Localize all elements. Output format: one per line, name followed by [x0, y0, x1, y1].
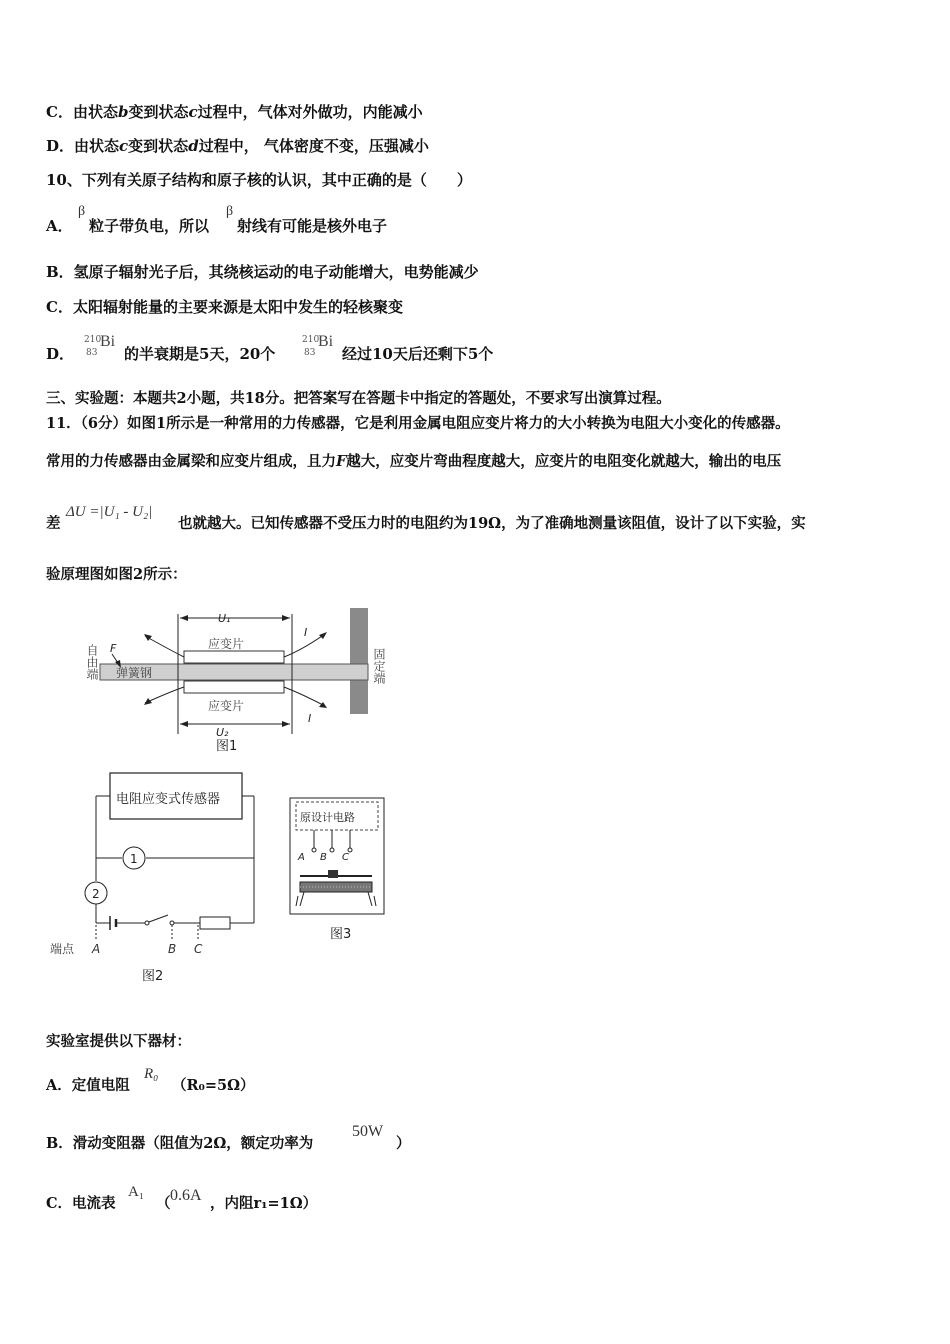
- ammeter-range: 0.6A: [170, 1187, 202, 1204]
- u2-label: U₂: [216, 726, 229, 739]
- power-rating: 50W: [352, 1123, 384, 1140]
- force-label: F: [110, 642, 117, 655]
- q9-option-c: C．由状态b变到状态c过程中，气体对外做功，内能减小: [46, 103, 423, 121]
- q9-option-d: D．由状态c变到状态d过程中， 气体密度不变，压强减小: [46, 137, 429, 155]
- sensor-label: 电阻应变式传感器: [116, 792, 221, 807]
- meter-2-label: 2: [92, 887, 100, 901]
- q11-line-1: 11．（6分）如图1所示是一种常用的力传感器，它是利用金属电阻应变片将力的大小转换为电阻大小变化的传感器。: [46, 415, 790, 432]
- strain-gauge-label-bottom: 应变片: [208, 699, 245, 713]
- fixed-end-label: 固定端: [372, 648, 386, 684]
- beta-symbol: β: [78, 204, 86, 219]
- resistor: [200, 917, 230, 929]
- current-label-bottom: I: [308, 712, 312, 725]
- bi-nuclide: 210 83 Bi: [302, 333, 334, 358]
- fixed-wall: [350, 608, 368, 714]
- meter-1-label: 1: [130, 852, 138, 866]
- ammeter-symbol: A₁: [128, 1184, 145, 1200]
- figure-3-caption: 图3: [330, 927, 352, 942]
- u1-label: U₁: [218, 612, 231, 625]
- figure-1: [80, 606, 410, 756]
- current-label-top: I: [304, 626, 308, 639]
- design-circuit-label: 原设计电路: [300, 811, 355, 824]
- figure-2: [46, 765, 286, 987]
- free-end-label: 自由端: [85, 644, 99, 680]
- terminal-c: C: [342, 852, 349, 863]
- beta-symbol: β: [226, 204, 234, 219]
- terminal-b: B: [168, 942, 177, 956]
- strain-gauge-top: [184, 651, 284, 663]
- q11-line-4: 验原理图如图2所示：: [46, 566, 187, 583]
- terminal-c: C: [194, 942, 203, 956]
- figure-2-caption: 图2: [142, 969, 164, 984]
- terminal-a: A: [92, 942, 101, 956]
- strain-gauge-label-top: 应变片: [208, 637, 245, 651]
- strain-gauge-bottom: [184, 681, 284, 693]
- q10-stem: 10、下列有关原子结构和原子核的认识，其中正确的是（ ）: [46, 171, 472, 189]
- q11-line-2: 常用的力传感器由金属梁和应变片组成，且力F越大，应变片弯曲程度越大，应变片的电阻变化就越大，输出的电压: [46, 453, 782, 470]
- switch: [149, 915, 168, 922]
- equipment-intro: 实验室提供以下器材：: [46, 1033, 191, 1050]
- section-3-heading: 三、实验题：本题共2小题，共18分。把答案写在答题卡中指定的答题处，不要求写出演算过程。: [46, 390, 671, 407]
- terminal-a: A: [298, 852, 305, 863]
- figure-1-caption: 图1: [216, 739, 238, 754]
- bi-nuclide: 210 83 Bi: [84, 333, 116, 358]
- delta-u-equation: ΔU =|U₁ - U₂|: [66, 504, 153, 520]
- terminal-b: B: [320, 852, 327, 863]
- figure-3: [288, 796, 388, 946]
- r0-symbol: R₀: [144, 1066, 159, 1082]
- q10-option-b: B．氢原子辐射光子后，其绕核运动的电子动能增大，电势能减少: [46, 263, 479, 281]
- q10-option-c: C．太阳辐射能量的主要来源是太阳中发生的轻核聚变: [46, 298, 403, 316]
- spring-steel-label: 弹簧钢: [116, 666, 153, 680]
- endpoint-label: 端点: [50, 942, 75, 956]
